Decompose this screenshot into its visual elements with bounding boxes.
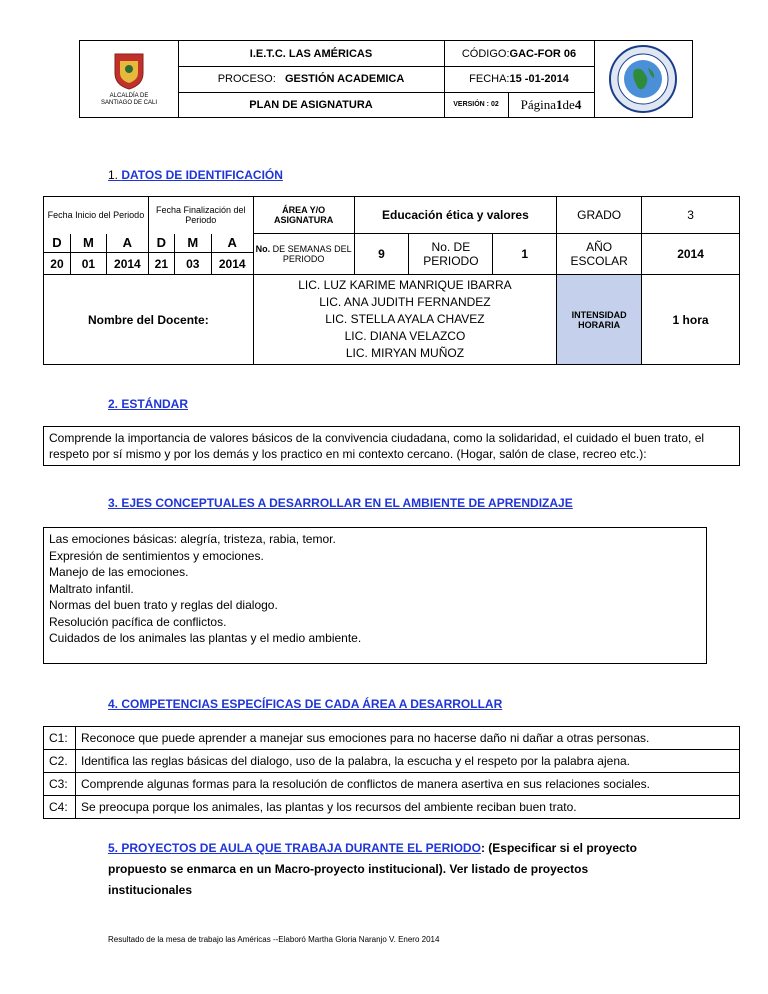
eje-item: Cuidados de los animales las plantas y el medio ambiente. <box>49 631 362 645</box>
docente-name: LIC. DIANA VELAZCO <box>344 329 466 343</box>
fin-mes: 03 <box>174 253 211 275</box>
left-logo-cell <box>80 41 178 117</box>
competencia-text: Comprende algunas formas para la resolución de conflictos de manera asertiva en sus relaciones sociales. <box>75 773 739 796</box>
competencia-text: Reconoce que puede aprender a manejar sus emociones para no hacerse daño ni dañar a otras personas. <box>75 727 739 750</box>
fin-d-header: D <box>148 234 174 253</box>
semanas-value: 9 <box>354 234 409 275</box>
city-crest-icon <box>112 51 146 91</box>
docente-label: Nombre del Docente: <box>44 275 254 365</box>
page-current: 1 <box>556 96 563 112</box>
page-prefix: Página <box>520 96 557 112</box>
periodo-label: No. DE PERIODO <box>409 234 493 275</box>
eje-item: Manejo de las emociones. <box>49 565 189 579</box>
section-5-heading <box>108 838 668 901</box>
competencia-row <box>44 750 740 773</box>
right-logo-cell <box>594 41 692 117</box>
institution-name: I.E.T.C. LAS AMÉRICAS <box>249 47 373 60</box>
intensidad-value: 1 hora <box>642 275 740 365</box>
codigo-label: CÓDIGO: <box>461 47 510 60</box>
inicio-anio: 2014 <box>106 253 148 275</box>
fecha-fin-label: Fecha Finalización del Periodo <box>148 197 253 234</box>
intensidad-label: INTENSIDAD HORARIA <box>557 275 642 365</box>
inicio-dia: 20 <box>44 253 71 275</box>
eje-item: Normas del buen trato y reglas del dialogo. <box>49 598 278 612</box>
ejes-box <box>43 527 707 664</box>
section-4-title: 4. COMPETENCIAS ESPECÍFICAS DE CADA ÁREA A DESARROLLAR <box>108 697 503 711</box>
docentes-list <box>253 275 557 365</box>
codigo <box>444 41 594 66</box>
periodo-value: 1 <box>493 234 557 275</box>
anio-value: 2014 <box>642 234 740 275</box>
inicio-mes: 01 <box>70 253 106 275</box>
section-1-title: DATOS DE IDENTIFICACIÓN <box>121 168 283 182</box>
competencia-code: C2. <box>44 750 76 773</box>
eje-item: Maltrato infantil. <box>49 581 134 596</box>
school-seal-icon <box>608 44 678 114</box>
plan-asignatura: PLAN DE ASIGNATURA <box>249 98 373 111</box>
version: VERSIÓN : 02 <box>453 101 499 108</box>
section-2-title: 2. ESTÁNDAR <box>108 397 189 411</box>
docente-name: LIC. ANA JUDITH FERNANDEZ <box>319 295 491 309</box>
eje-item: Expresión de sentimientos y emociones. <box>49 548 264 563</box>
docente-name: LIC. STELLA AYALA CHAVEZ <box>325 312 485 326</box>
semanas-label-text: DE SEMANAS DEL PERIODO <box>270 244 352 264</box>
competencia-code: C3: <box>44 773 76 796</box>
inicio-d-header: D <box>44 234 71 253</box>
fin-anio: 2014 <box>211 253 253 275</box>
competencia-row <box>44 773 740 796</box>
identification-table <box>43 196 740 365</box>
semanas-label <box>253 234 354 275</box>
docente-name: LIC. MIRYAN MUÑOZ <box>345 346 465 360</box>
fin-m-header: M <box>174 234 211 253</box>
competencias-table <box>43 726 740 819</box>
section-5-title: 5. PROYECTOS DE AULA QUE TRABAJA DURANTE EL PERIODO <box>108 841 481 855</box>
docente-name: LIC. LUZ KARIME MANRIQUE IBARRA <box>298 278 512 292</box>
proceso-value: GESTIÓN ACADEMICA <box>284 73 405 85</box>
grado-value: 3 <box>642 197 740 234</box>
section-3-title: 3. EJES CONCEPTUALES A DESARROLLAR EN EL AMBIENTE DE APRENDIZAJE <box>108 496 573 510</box>
section-5-description: : (Especificar si el proyecto propuesto se enmarca en un Macro-proyecto institucional). Ver listado de proyectos institucionales <box>108 841 637 897</box>
competencia-row <box>44 727 740 750</box>
document-header <box>79 40 693 118</box>
section-1-heading <box>108 166 283 184</box>
inicio-a-header: A <box>106 234 148 253</box>
area-label: ÁREA Y/O ASIGNATURA <box>253 197 354 234</box>
competencia-text: Se preocupa porque los animales, las plantas y los recursos del ambiente reciban buen trato. <box>75 796 739 819</box>
anio-label: AÑO ESCOLAR <box>557 234 642 275</box>
footer-credit: Resultado de la mesa de trabajo las Américas --Elaboró Martha Gloria Naranjo V. Enero 2014 <box>108 935 440 944</box>
codigo-value: GAC-FOR 06 <box>509 47 577 60</box>
fecha-inicio-label: Fecha Inicio del Periodo <box>44 197 149 234</box>
inicio-m-header: M <box>70 234 106 253</box>
logo-caption-line-1: ALCALDÍA DE <box>109 93 149 99</box>
competencia-code: C1: <box>44 727 76 750</box>
estandar-text: Comprende la importancia de valores básicos de la convivencia ciudadana, como la solidaridad, el cuidado el buen trato, el respeto por sí mismo y por los demás y los practico en mi contexto cercano. (Hogar, salón de clase, recreo etc.): <box>43 426 740 466</box>
eje-item: Resolución pacífica de conflictos. <box>49 614 227 629</box>
section-1-number: 1. <box>108 168 122 182</box>
fecha-label: FECHA: <box>469 73 510 85</box>
logo-caption-line-2: SANTIAGO DE CALI <box>100 100 157 106</box>
page-total: 4 <box>574 96 582 112</box>
grado-label: GRADO <box>557 197 642 234</box>
eje-item: Las emociones básicas: alegría, tristeza, rabia, temor. <box>49 532 336 546</box>
fin-a-header: A <box>211 234 253 253</box>
fin-dia: 21 <box>148 253 174 275</box>
semanas-label-bold: No. <box>255 244 271 254</box>
page-de: de <box>562 96 575 112</box>
proceso <box>178 66 444 92</box>
proceso-label: PROCESO: <box>217 73 276 85</box>
competencia-row <box>44 796 740 819</box>
area-value: Educación ética y valores <box>354 197 557 234</box>
fecha-value: 15 -01-2014 <box>509 73 569 85</box>
competencia-code: C4: <box>44 796 76 819</box>
fecha <box>444 66 594 92</box>
competencia-text: Identifica las reglas básicas del dialogo, uso de la palabra, la escucha y el respeto por la palabra ajena. <box>75 750 739 773</box>
page-number <box>508 92 594 117</box>
